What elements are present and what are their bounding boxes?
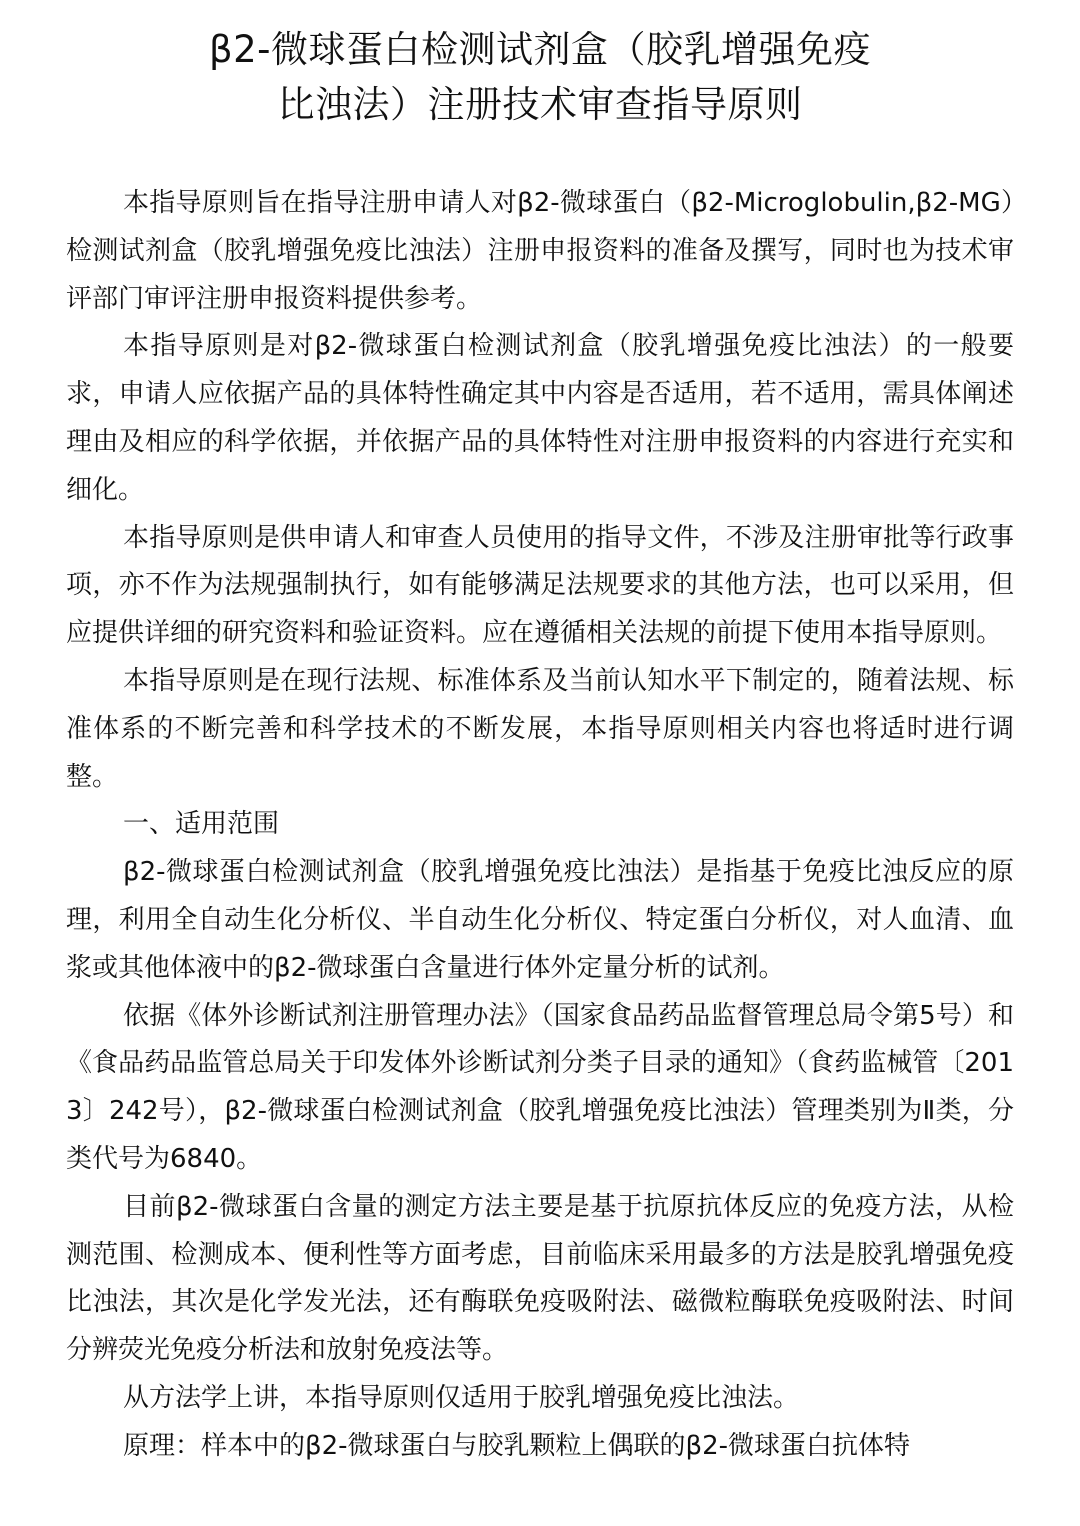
paragraph-scope-definition: β2-微球蛋白检测试剂盒（胶乳增强免疫比浊法）是指基于免疫比浊反应的原理，利用全自动生化分析仪、半自动生化分析仪、特定蛋白分析仪，对人血清、血浆或其他体液中的β2-微球蛋白含量进行体外定量分析的试剂。 <box>66 857 1014 983</box>
paragraph-adjustment: 本指导原则是在现行法规、标准体系及当前认知水平下制定的，随着法规、标准体系的不断完善和科学技术的不断发展，本指导原则相关内容也将适时进行调整。 <box>66 665 1014 792</box>
paragraph-classification: 依据《体外诊断试剂注册管理办法》（国家食品药品监督管理总局令第5号）和《食品药品监管总局关于印发体外诊断试剂分类子目录的通知》（食药监械管〔2013〕242号），β2-微球蛋白检测试剂盒（胶乳增强免疫比浊法）管理类别为Ⅱ类，分类代号为6840。 <box>66 1000 1014 1174</box>
title-line-2: 比浊法）注册技术审查指导原则 <box>277 83 803 126</box>
paragraph-principle: 原理：样本中的β2-微球蛋白与胶乳颗粒上偶联的β2-微球蛋白抗体特 <box>123 1430 911 1461</box>
title-line-1: β2-微球蛋白检测试剂盒（胶乳增强免疫 <box>208 28 871 71</box>
paragraph-purpose: 本指导原则旨在指导注册申请人对β2-微球蛋白（β2-Microglobulin,β2-MG）检测试剂盒（胶乳增强免疫比浊法）注册申报资料的准备及撰写，同时也为技术审评部门审评注册申报资料提供参考。 <box>66 188 1014 314</box>
paragraph-guidance-nature: 本指导原则是供申请人和审查人员使用的指导文件，不涉及注册审批等行政事项，亦不作为法规强制执行，如有能够满足法规要求的其他方法，也可以采用，但应提供详细的研究资料和验证资料。应在遵循相关法规的前提下使用本指导原则。 <box>66 522 1014 649</box>
section-heading-scope: 一、适用范围 <box>123 809 280 840</box>
paragraph-methods: 目前β2-微球蛋白含量的测定方法主要是基于抗原抗体反应的免疫方法，从检测范围、检测成本、便利性等方面考虑，目前临床采用最多的方法是胶乳增强免疫比浊法，其次是化学发光法，还有酶联免疫吸附法、磁微粒酶联免疫吸附法、时间分辨荧光免疫分析法和放射免疫法等。 <box>66 1191 1014 1366</box>
document-title <box>66 22 1014 132</box>
paragraph-general-requirements: 本指导原则是对β2-微球蛋白检测试剂盒（胶乳增强免疫比浊法）的一般要求，申请人应依据产品的具体特性确定其中内容是否适用，若不适用，需具体阐述理由及相应的科学依据，并依据产品的具体特性对注册申报资料的内容进行充实和细化。 <box>66 331 1014 505</box>
document-body <box>66 180 1014 1471</box>
paragraph-method-applicability: 从方法学上讲，本指导原则仅适用于胶乳增强免疫比浊法。 <box>123 1382 800 1413</box>
